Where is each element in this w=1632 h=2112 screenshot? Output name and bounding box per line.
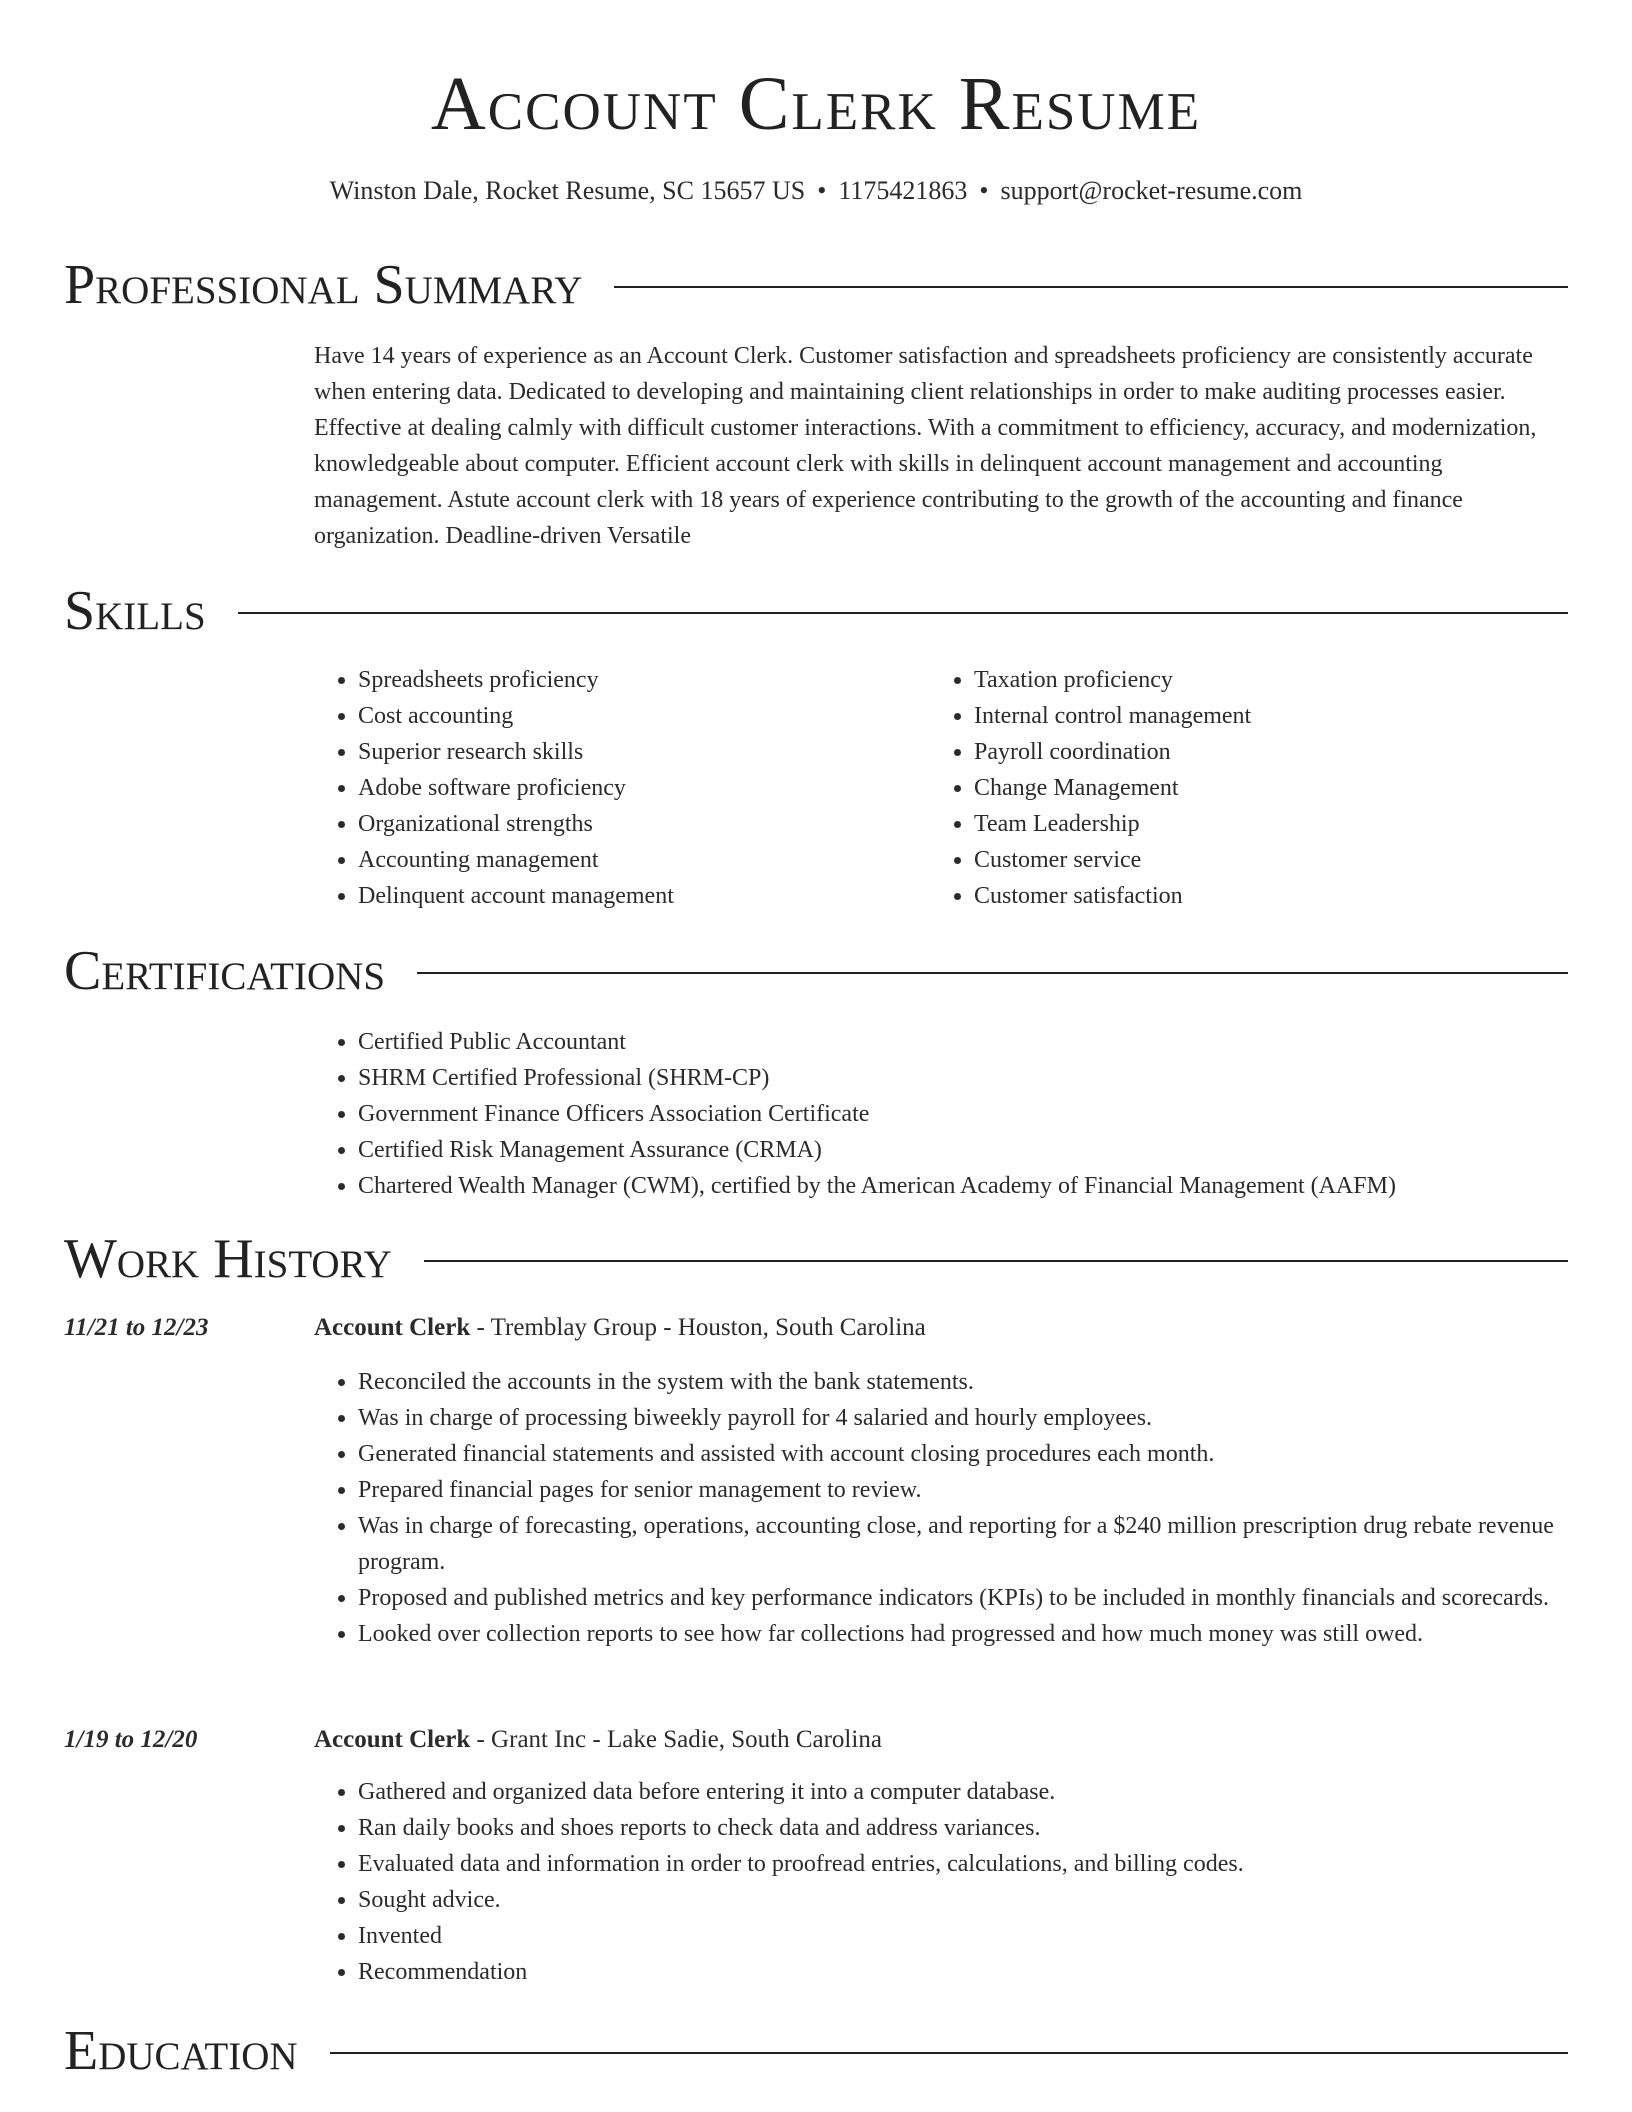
section-header-education	[64, 2018, 1568, 2084]
responsibility-item: • Evaluated data and information in order to proofread entries, calculations, and billing codes.	[358, 1846, 1568, 1882]
skill-item: • Accounting management	[358, 842, 914, 878]
skill-item: • Team Leadership	[974, 806, 1550, 842]
responsibility-item: • Proposed and published metrics and key performance indicators (KPIs) to be included in monthly financials and scorecards.	[358, 1580, 1568, 1616]
section-header-certifications	[64, 938, 1568, 1004]
contact-separator: •	[979, 176, 989, 205]
skill-item: • Customer satisfaction	[974, 878, 1550, 914]
job-title-line	[314, 1310, 926, 1346]
job-role: Account Clerk	[314, 1314, 471, 1341]
skill-item: • Customer service	[974, 842, 1550, 878]
responsibility-item: • Invented	[358, 1918, 1568, 1954]
job-responsibilities	[314, 1364, 1568, 1652]
job-dates: 11/21 to 12/23	[64, 1314, 209, 1341]
job-responsibilities	[314, 1774, 1568, 1990]
responsibility-item: • Was in charge of forecasting, operations, accounting close, and reporting for a $240 million prescription drug rebate revenue program.	[358, 1508, 1568, 1580]
certifications-list	[314, 1024, 1568, 1204]
skill-item: • Cost accounting	[358, 698, 914, 734]
skill-item: • Payroll coordination	[974, 734, 1550, 770]
certification-item: • Certified Public Accountant	[358, 1024, 1568, 1060]
responsibility-item: • Sought advice.	[358, 1882, 1568, 1918]
section-header-skills	[64, 578, 1568, 644]
skill-item: • Spreadsheets proficiency	[358, 662, 914, 698]
section-header-work-history	[64, 1226, 1568, 1292]
responsibility-item: • Ran daily books and shoes reports to check data and address variances.	[358, 1810, 1568, 1846]
job-employer: - Tremblay Group - Houston, South Carolina	[470, 1314, 926, 1341]
skill-item: • Adobe software proficiency	[358, 770, 914, 806]
section-title-skills: Skills	[64, 580, 206, 642]
skill-item: • Organizational strengths	[358, 806, 914, 842]
responsibility-item: • Generated financial statements and assisted with account closing procedures each month.	[358, 1436, 1568, 1472]
responsibility-item: • Gathered and organized data before entering it into a computer database.	[358, 1774, 1568, 1810]
skill-item: • Internal control management	[974, 698, 1550, 734]
job-title-line	[314, 1722, 882, 1758]
skill-item: • Change Management	[974, 770, 1550, 806]
section-divider	[238, 612, 1568, 614]
section-divider	[614, 286, 1568, 288]
certification-item: • Certified Risk Management Assurance (CRMA)	[358, 1132, 1568, 1168]
section-title-education: Education	[64, 2020, 298, 2082]
section-title-summary: Professional Summary	[64, 254, 583, 316]
responsibility-item: • Recommendation	[358, 1954, 1568, 1990]
contact-phone: 1175421863	[838, 176, 968, 205]
skill-item: • Delinquent account management	[358, 878, 914, 914]
section-divider	[424, 1260, 1568, 1262]
skill-item: • Taxation proficiency	[974, 662, 1550, 698]
summary-text: Have 14 years of experience as an Account Clerk. Customer satisfaction and spreadsheets proficiency are consistently accurate when entering data. Dedicated to developing and maintaining client relationships in order to make auditing processes easier. Effective at dealing calmly with difficult customer interactions. With a commitment to efficiency, accuracy, and modernization, knowledgeable about computer. Efficient account clerk with skills in delinquent account management and accounting management. Astute account clerk with 18 years of experience contributing to the growth of the accounting and finance organization. Deadline-driven Versatile	[314, 343, 1537, 549]
skill-item: • Superior research skills	[358, 734, 914, 770]
section-divider	[417, 972, 1568, 974]
responsibility-item: • Looked over collection reports to see how far collections had progressed and how much money was still owed.	[358, 1616, 1568, 1652]
page-title: Account Clerk Resume	[430, 62, 1202, 146]
job-dates: 1/19 to 12/20	[64, 1726, 198, 1753]
job-employer: - Grant Inc - Lake Sadie, South Carolina	[470, 1726, 882, 1753]
contact-address: Winston Dale, Rocket Resume, SC 15657 US	[329, 176, 806, 205]
responsibility-item: • Prepared financial pages for senior management to review.	[358, 1472, 1568, 1508]
certification-item: • Chartered Wealth Manager (CWM), certified by the American Academy of Financial Management (AAFM)	[358, 1168, 1568, 1204]
section-divider	[330, 2052, 1568, 2054]
skills-list-right	[930, 662, 1550, 914]
contact-separator: •	[817, 176, 827, 205]
contact-line	[0, 174, 1632, 208]
certification-item: • Government Finance Officers Association Certificate	[358, 1096, 1568, 1132]
section-title-work-history: Work History	[64, 1228, 392, 1290]
contact-email: support@rocket-resume.com	[1000, 176, 1303, 205]
job-role: Account Clerk	[314, 1726, 471, 1753]
certification-item: • SHRM Certified Professional (SHRM-CP)	[358, 1060, 1568, 1096]
section-header-summary	[64, 252, 1568, 318]
skills-list-left	[314, 662, 914, 914]
responsibility-item: • Reconciled the accounts in the system with the bank statements.	[358, 1364, 1568, 1400]
section-title-certifications: Certifications	[64, 940, 386, 1002]
responsibility-item: • Was in charge of processing biweekly payroll for 4 salaried and hourly employees.	[358, 1400, 1568, 1436]
